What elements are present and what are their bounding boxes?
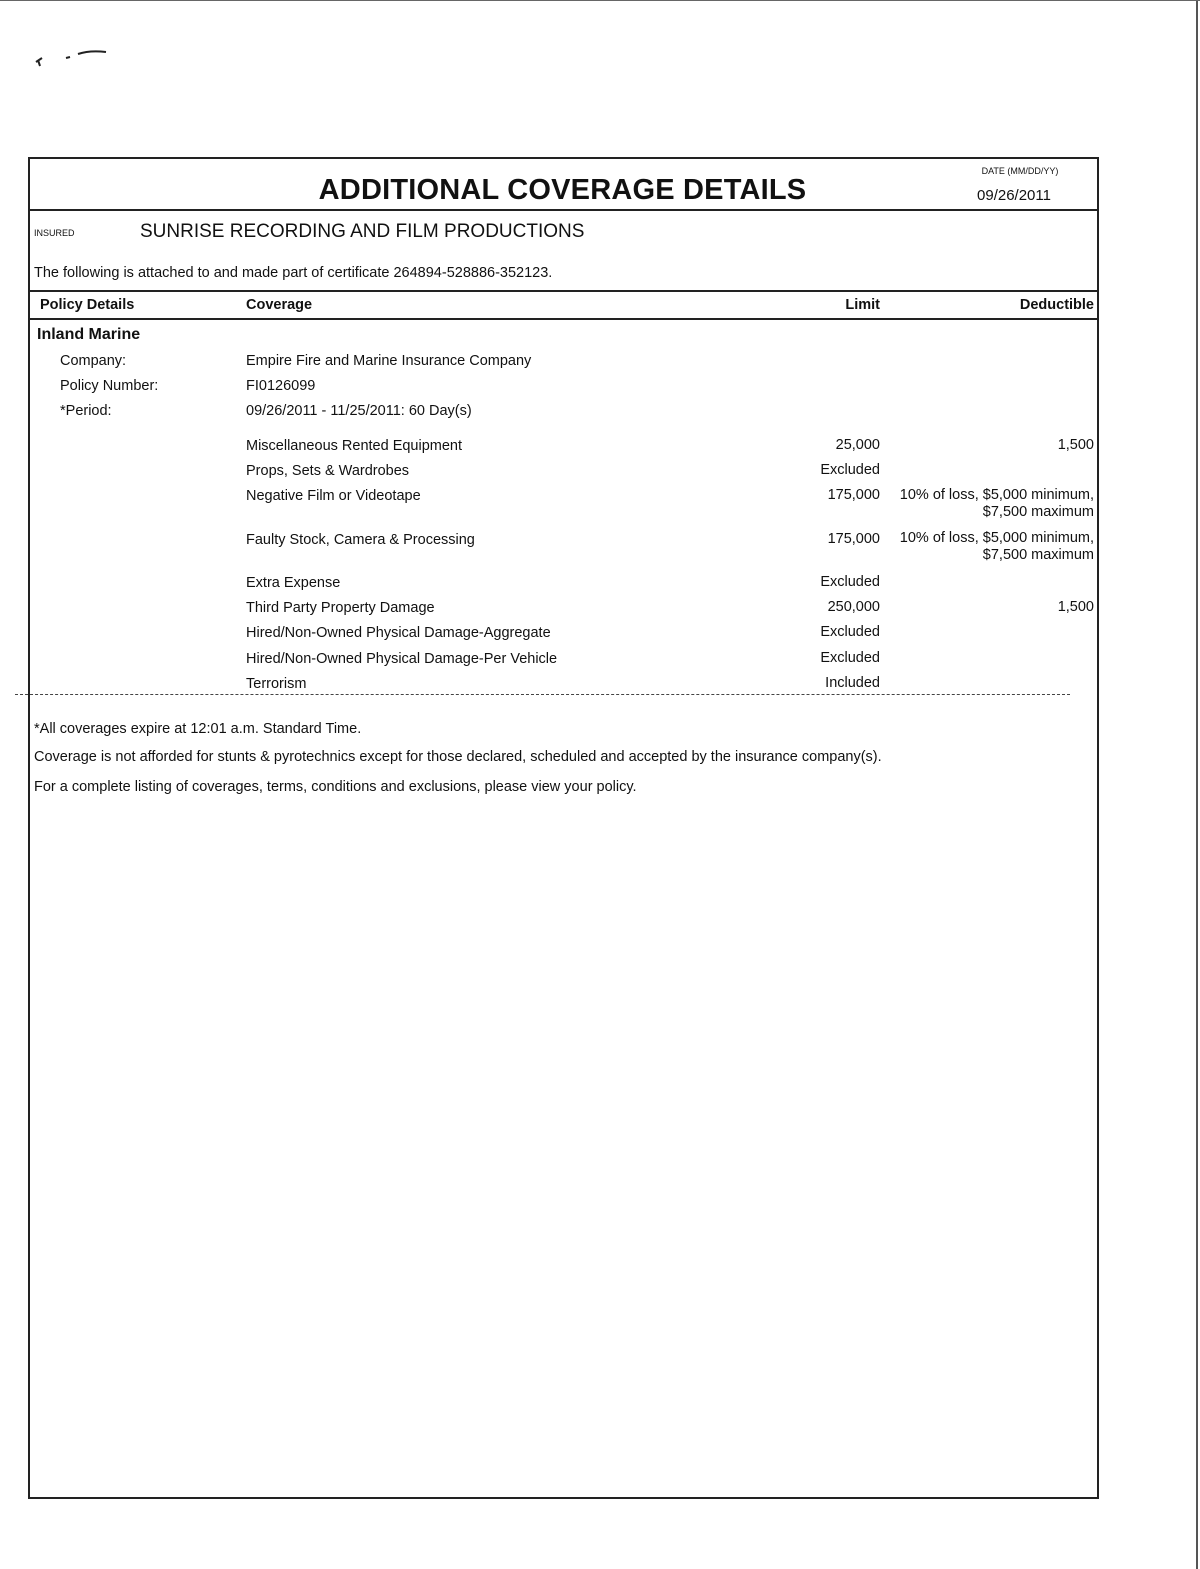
coverage-limit: 250,000 [827, 599, 880, 615]
dashed-divider [15, 694, 1070, 695]
coverage-limit: 175,000 [827, 531, 880, 547]
section-title: Inland Marine [37, 326, 141, 343]
scan-edge-right [1196, 0, 1198, 1569]
coverage-name: Props, Sets & Wardrobes [246, 463, 410, 479]
coverage-name: Faulty Stock, Camera & Processing [246, 532, 475, 548]
coverage-limit: Excluded [820, 574, 880, 590]
scan-edge-top [0, 0, 1200, 1]
coverage-deductible: 1,500 [1057, 599, 1094, 615]
coverage-limit: Excluded [820, 462, 880, 478]
note-stunts: Coverage is not afforded for stunts & pyrotechnics except for those declared, scheduled and accepted by the insurance company(s). [34, 749, 882, 765]
header-limit: Limit [845, 297, 880, 313]
coverage-name: Third Party Property Damage [246, 600, 435, 616]
period-label: *Period: [60, 403, 112, 419]
policy-number-label: Policy Number: [60, 378, 159, 394]
company-value: Empire Fire and Marine Insurance Company [246, 353, 532, 369]
coverage-limit: 175,000 [827, 487, 880, 503]
note-complete-listing: For a complete listing of coverages, terms, conditions and exclusions, please view your policy. [34, 779, 637, 795]
attached-text: The following is attached to and made part of certificate 264894-528886-352123. [34, 265, 553, 281]
insured-label: INSURED [34, 228, 75, 238]
coverage-name: Extra Expense [246, 575, 341, 591]
insured-name: SUNRISE RECORDING AND FILM PRODUCTIONS [140, 221, 585, 242]
divider-below-header [28, 318, 1099, 320]
header-policy-details: Policy Details [40, 297, 135, 313]
coverage-limit: Excluded [820, 624, 880, 640]
page-title: ADDITIONAL COVERAGE DETAILS [318, 174, 807, 206]
coverage-limit: Included [825, 675, 880, 691]
coverage-name: Hired/Non-Owned Physical Damage-Aggregate [246, 625, 551, 641]
note-expiry: *All coverages expire at 12:01 a.m. Standard Time. [34, 721, 362, 737]
date-label: DATE (MM/DD/YY) [981, 166, 1059, 176]
header-deductible: Deductible [1019, 297, 1094, 313]
coverage-deductible: 1,500 [1057, 437, 1094, 453]
coverage-deductible: 10% of loss, $5,000 minimum, $7,500 maximum [899, 530, 1094, 563]
header-coverage: Coverage [246, 297, 313, 313]
coverage-name: Terrorism [246, 676, 307, 692]
policy-number-value: FI0126099 [246, 378, 316, 394]
coverage-limit: 25,000 [835, 437, 880, 453]
divider-under-title [28, 209, 1099, 211]
coverage-limit: Excluded [820, 650, 880, 666]
coverage-name: Negative Film or Videotape [246, 488, 421, 504]
company-label: Company: [60, 353, 127, 369]
coverage-name: Miscellaneous Rented Equipment [246, 438, 463, 454]
divider-above-header [28, 290, 1099, 292]
scan-mark [30, 40, 120, 70]
date-value: 09/26/2011 [977, 187, 1051, 204]
document-frame [28, 157, 1099, 1499]
coverage-deductible: 10% of loss, $5,000 minimum, $7,500 maximum [899, 487, 1094, 520]
coverage-name: Hired/Non-Owned Physical Damage-Per Vehicle [246, 651, 558, 667]
period-value: 09/26/2011 - 11/25/2011: 60 Day(s) [246, 403, 472, 419]
